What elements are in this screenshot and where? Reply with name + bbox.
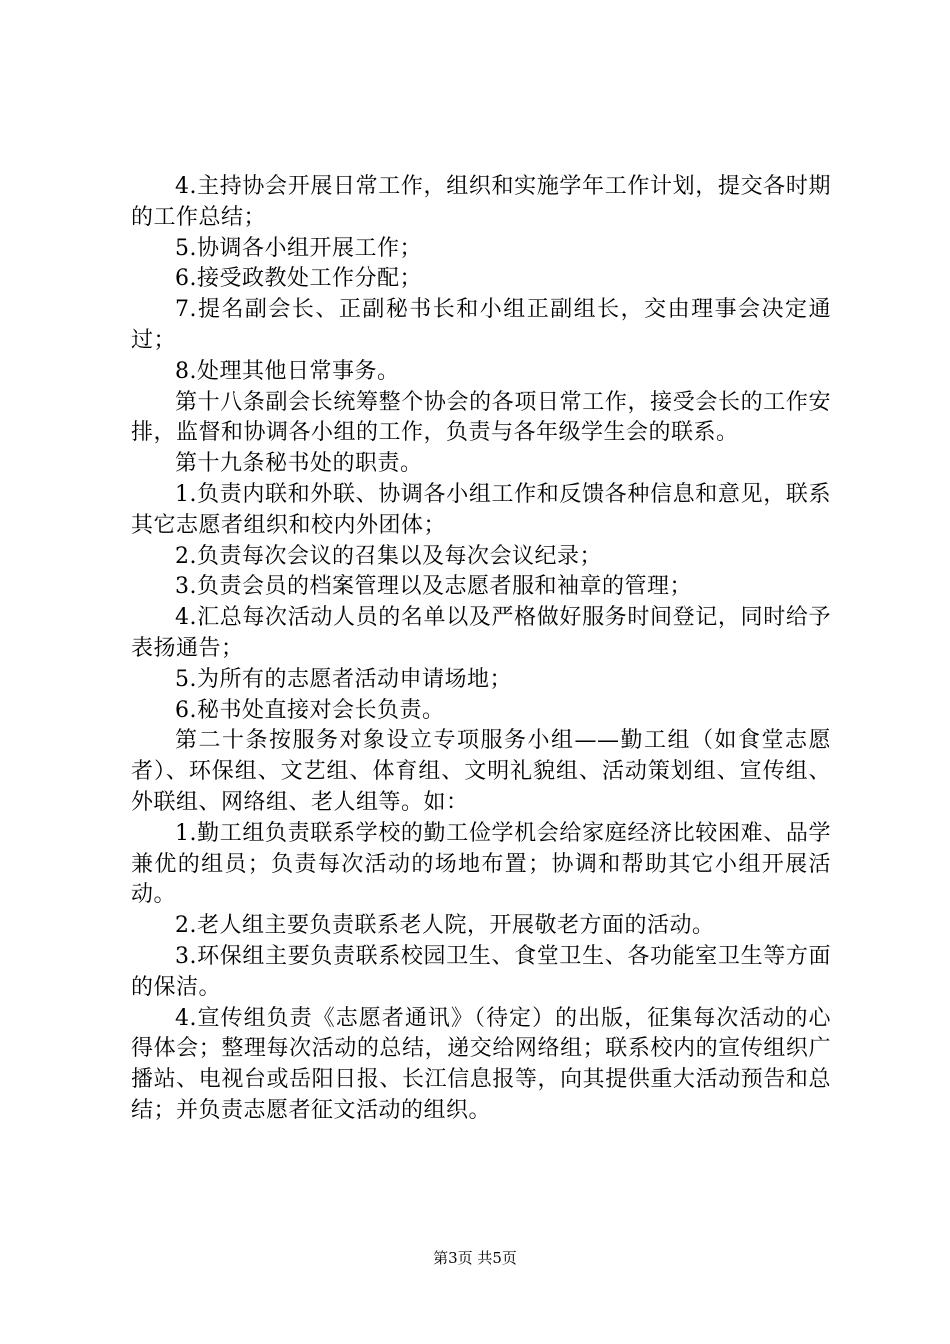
paragraph-secretariat-item-3: 3.负责会员的档案管理以及志愿者服和袖章的管理；: [175, 574, 692, 600]
paragraph-group-item-1: 1.勤工组负责联系学校的勤工俭学机会给家庭经济比较困难、品学兼优的组员；负责每次活动的场地布置；协调和帮助其它小组开展活动。: [131, 820, 831, 908]
paragraph-article-20: 第二十条按服务对象设立专项服务小组——勤工组（如食堂志愿者）、环保组、文艺组、体育组、文明礼貌组、活动策划组、宣传组、外联组、网络组、老人组等。如：: [131, 728, 831, 815]
paragraph-article-18: 第十八条副会长统筹整个协会的各项日常工作，接受会长的工作安排，监督和协调各小组的工作，负责与各年级学生会的联系。: [131, 389, 831, 446]
page-number-footer: 第3页 共5页: [433, 1249, 517, 1267]
paragraph-item-8-duty: 8.处理其他日常事务。: [175, 358, 400, 384]
paragraph-secretariat-item-5: 5.为所有的志愿者活动申请场地；: [175, 666, 512, 692]
paragraph-secretariat-item-2: 2.负责每次会议的召集以及每次会议纪录；: [175, 543, 602, 569]
paragraph-secretariat-item-4: 4.汇总每次活动人员的名单以及严格做好服务时间登记，同时给予表扬通告；: [131, 605, 831, 661]
paragraph-secretariat-item-6: 6.秘书处直接对会长负责。: [175, 697, 445, 723]
paragraph-item-6-duty: 6.接受政教处工作分配；: [175, 266, 422, 292]
paragraph-item-7-duty: 7.提名副会长、正副秘书长和小组正副组长，交由理事会决定通过；: [131, 297, 831, 353]
paragraph-secretariat-item-1: 1.负责内联和外联、协调各小组工作和反馈各种信息和意见，联系其它志愿者组织和校内外团体；: [131, 481, 831, 538]
document-body: [131, 172, 831, 1127]
paragraph-group-item-2: 2.老人组主要负责联系老人院，开展敬老方面的活动。: [175, 913, 715, 939]
paragraph-group-item-4: 4.宣传组负责《志愿者通讯》（待定）的出版，征集每次活动的心得体会；整理每次活动的总结，递交给网络组；联系校内的宣传组织广播站、电视台或岳阳日报、长江信息报等，向其提供重大活动预告和总结；并负责志愿者征文活动的组织。: [131, 1005, 831, 1123]
paragraph-article-19: 第十九条秘书处的职责。: [175, 451, 423, 477]
paragraph-item-5-duty: 5.协调各小组开展工作；: [175, 235, 422, 261]
paragraph-item-4-duty: 4.主持协会开展日常工作，组织和实施学年工作计划，提交各时期的工作总结；: [131, 174, 831, 230]
paragraph-group-item-3: 3.环保组主要负责联系校园卫生、食堂卫生、各功能室卫生等方面的保洁。: [131, 943, 831, 1000]
